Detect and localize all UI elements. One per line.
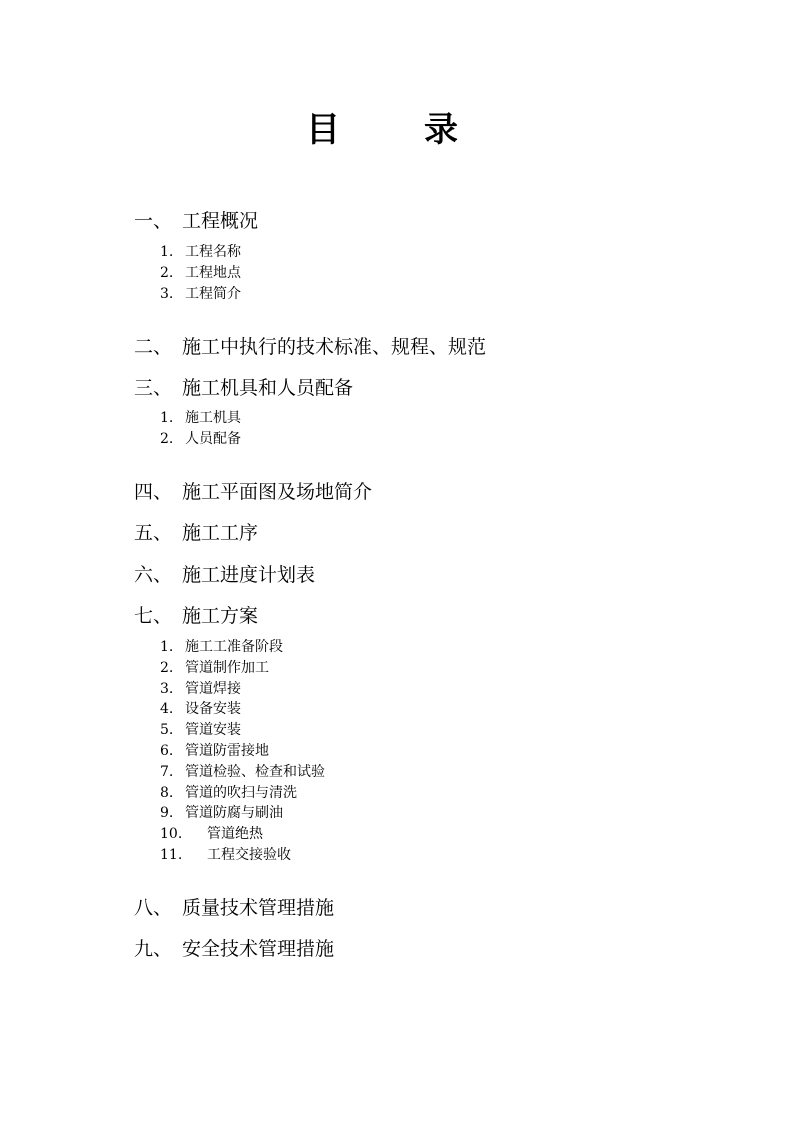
- toc-subitem: [160, 762, 325, 782]
- toc-section-2: [134, 334, 486, 360]
- title-char-2: 录: [424, 110, 458, 150]
- subitem-number: 2.: [160, 660, 174, 676]
- section-number: 五、: [134, 522, 173, 544]
- section-number: 四、: [134, 481, 173, 503]
- subitem-label: 管道安装: [185, 722, 241, 738]
- toc-subitem: [160, 699, 241, 719]
- toc-section-4: [134, 479, 372, 505]
- toc-subitem: [160, 679, 241, 699]
- toc-subitem: [160, 263, 241, 283]
- subitem-label: 管道绝热: [207, 826, 263, 842]
- subitem-number: 4.: [160, 701, 174, 717]
- section-label: 施工中执行的技术标准、规程、规范: [182, 336, 487, 358]
- toc-subitem: [160, 429, 241, 449]
- toc-subitem: [160, 408, 241, 428]
- toc-subitem: [160, 720, 241, 740]
- subitem-label: 工程交接验收: [207, 847, 291, 863]
- section-number: 一、: [134, 210, 173, 232]
- subitem-label: 工程地点: [185, 265, 241, 281]
- subitem-label: 管道防雷接地: [185, 743, 269, 759]
- subitem-number: 3.: [160, 286, 174, 302]
- toc-section-9: [134, 936, 334, 962]
- subitem-label: 人员配备: [185, 431, 241, 447]
- subitem-number: 3.: [160, 681, 174, 697]
- section-number: 九、: [134, 938, 173, 960]
- subitem-label: 管道检验、检查和试验: [185, 764, 325, 780]
- toc-subitem: [160, 845, 291, 865]
- subitem-number: 11.: [160, 847, 183, 863]
- subitem-number: 1.: [160, 410, 174, 426]
- subitem-label: 管道制作加工: [185, 660, 269, 676]
- toc-section-3: [134, 375, 353, 401]
- section-label: 施工进度计划表: [182, 564, 316, 586]
- section-label: 施工方案: [182, 605, 259, 627]
- subitem-number: 9.: [160, 805, 174, 821]
- section-label: 工程概况: [182, 210, 259, 232]
- toc-subitem: [160, 783, 297, 803]
- subitem-number: 1.: [160, 244, 174, 260]
- subitem-number: 1.: [160, 639, 174, 655]
- toc-title: [0, 108, 793, 152]
- section-number: 八、: [134, 897, 173, 919]
- section-label: 施工平面图及场地简介: [182, 481, 373, 503]
- toc-subitem: [160, 741, 269, 761]
- subitem-number: 2.: [160, 431, 174, 447]
- section-number: 二、: [134, 336, 173, 358]
- toc-section-8: [134, 895, 334, 921]
- subitem-number: 7.: [160, 764, 174, 780]
- subitem-label: 设备安装: [185, 701, 241, 717]
- subitem-label: 工程名称: [185, 244, 241, 260]
- subitem-label: 施工机具: [185, 410, 241, 426]
- title-char-1: 目: [306, 110, 340, 150]
- toc-subitem: [160, 637, 283, 657]
- toc-section-7: [134, 603, 258, 629]
- section-label: 施工工序: [182, 522, 259, 544]
- toc-subitem: [160, 824, 263, 844]
- subitem-label: 管道焊接: [185, 681, 241, 697]
- section-label: 安全技术管理措施: [182, 938, 335, 960]
- section-number: 三、: [134, 377, 173, 399]
- toc-subitem: [160, 284, 241, 304]
- section-label: 施工机具和人员配备: [182, 377, 354, 399]
- toc-section-1: [134, 208, 258, 234]
- subitem-label: 管道防腐与刷油: [185, 805, 283, 821]
- subitem-number: 5.: [160, 722, 174, 738]
- toc-subitem: [160, 803, 283, 823]
- toc-subitem: [160, 658, 269, 678]
- subitem-label: 工程简介: [185, 286, 241, 302]
- subitem-number: 8.: [160, 785, 174, 801]
- toc-section-5: [134, 520, 258, 546]
- section-label: 质量技术管理措施: [182, 897, 335, 919]
- subitem-number: 2.: [160, 265, 174, 281]
- section-number: 七、: [134, 605, 173, 627]
- subitem-number: 6.: [160, 743, 174, 759]
- subitem-number: 10.: [160, 826, 183, 842]
- section-number: 六、: [134, 564, 173, 586]
- subitem-label: 施工工准备阶段: [185, 639, 283, 655]
- toc-subitem: [160, 242, 241, 262]
- toc-section-6: [134, 562, 315, 588]
- subitem-label: 管道的吹扫与清洗: [185, 785, 297, 801]
